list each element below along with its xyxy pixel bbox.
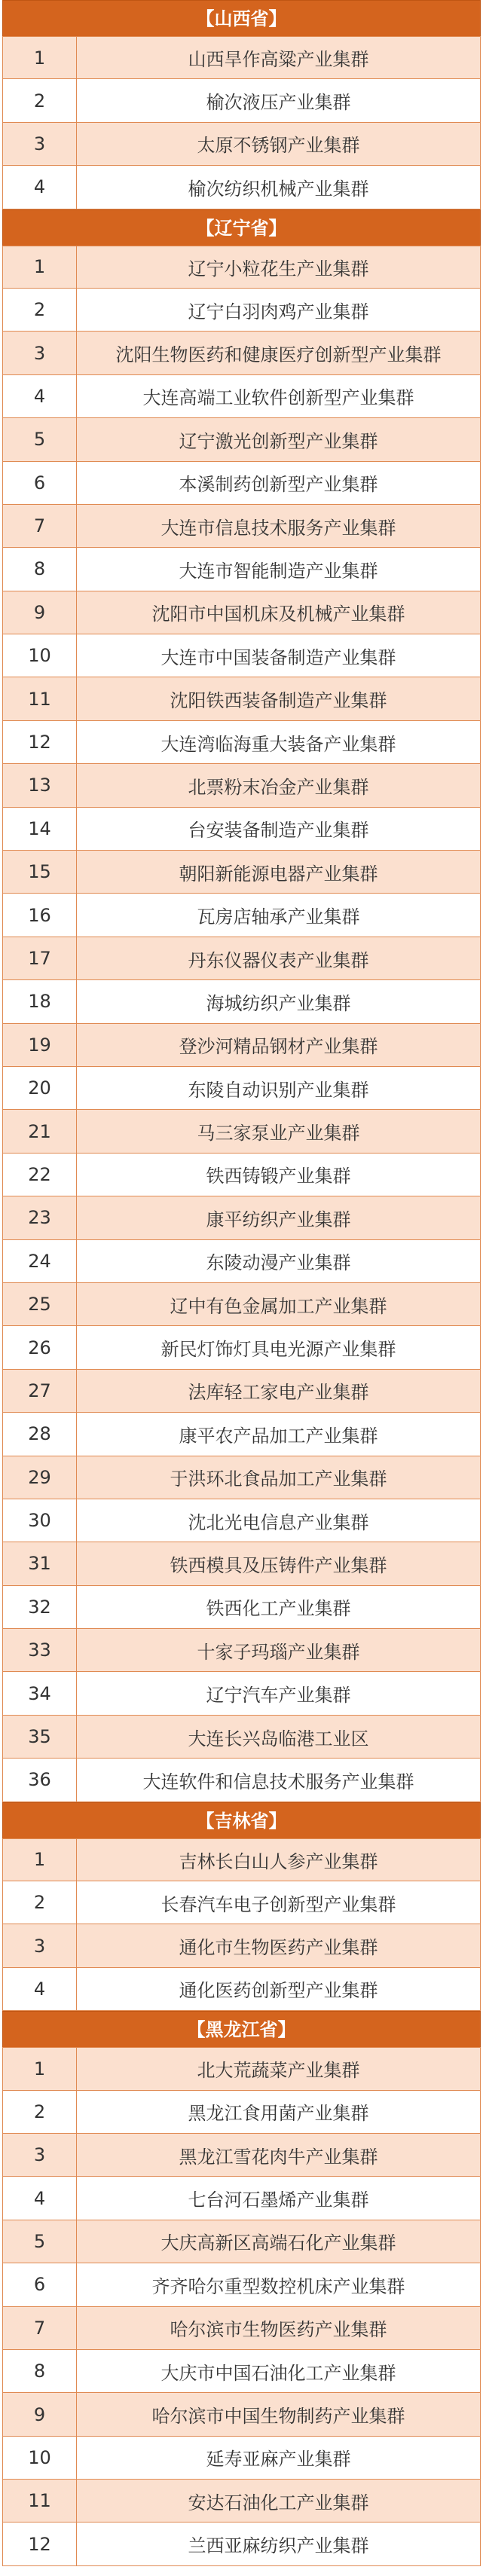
- table-row: [2, 1110, 481, 1153]
- table-row: [2, 1629, 481, 1672]
- table-row: [2, 2523, 481, 2565]
- cluster-name: 马三家泵业产业集群: [197, 1123, 360, 1144]
- row-number: 1: [3, 246, 77, 288]
- row-number: 11: [3, 677, 77, 720]
- cluster-name: 吉林长白山人参产业集群: [179, 1850, 378, 1872]
- cluster-name: 榆次液压产业集群: [206, 92, 351, 114]
- cluster-name: 大连长兴岛临港工业区: [188, 1728, 369, 1749]
- row-number: 24: [3, 1240, 77, 1282]
- cluster-name: 大连市信息技术服务产业集群: [160, 517, 396, 539]
- row-number: 15: [3, 851, 77, 893]
- cluster-name: 山西旱作高粱产业集群: [188, 49, 369, 71]
- table-row: [2, 2393, 481, 2436]
- table-row: [2, 677, 481, 720]
- cluster-name: 太原不锈钢产业集群: [197, 135, 360, 157]
- cluster-name: 铁西铸锻产业集群: [206, 1166, 351, 1187]
- table-row: [2, 36, 481, 79]
- cluster-name: 大庆市中国石油化工产业集群: [160, 2362, 396, 2384]
- section-header: 【吉林省】: [2, 1802, 481, 1838]
- cluster-name: 大连市智能制造产业集群: [179, 560, 378, 582]
- cluster-name: 辽宁小粒花生产业集群: [188, 258, 369, 280]
- row-number: 4: [3, 166, 77, 208]
- section-heilongjiang: [2, 2011, 481, 2566]
- row-number: 22: [3, 1154, 77, 1196]
- row-number: 3: [3, 123, 77, 165]
- row-number: 8: [3, 548, 77, 590]
- row-number: 1: [3, 37, 77, 78]
- row-number: 26: [3, 1326, 77, 1368]
- row-number: 27: [3, 1370, 77, 1412]
- table-row: [2, 1542, 481, 1585]
- table-row: [2, 1968, 481, 2011]
- row-number: 3: [3, 1924, 77, 1966]
- row-number: 9: [3, 2393, 77, 2435]
- row-number: 7: [3, 505, 77, 547]
- cluster-name: 延寿亚麻产业集群: [206, 2449, 351, 2471]
- row-number: 2: [3, 1881, 77, 1924]
- table-row: [2, 1283, 481, 1326]
- cluster-name: 大连软件和信息技术服务产业集群: [142, 1771, 414, 1792]
- row-number: 14: [3, 808, 77, 850]
- table-row: [2, 1586, 481, 1629]
- cluster-name: 东陵动漫产业集群: [206, 1252, 351, 1274]
- row-number: 2: [3, 289, 77, 331]
- row-number: 3: [3, 2134, 77, 2176]
- cluster-name: 沈北光电信息产业集群: [188, 1511, 369, 1533]
- table-row: [2, 1716, 481, 1759]
- table-row: [2, 851, 481, 894]
- table-row: [2, 1456, 481, 1499]
- cluster-name: 通化医药创新型产业集群: [179, 1980, 378, 2002]
- cluster-name: 辽中有色金属加工产业集群: [170, 1295, 387, 1317]
- row-number: 32: [3, 1586, 77, 1628]
- table-row: [2, 418, 481, 461]
- cluster-name: 黑龙江雪花肉牛产业集群: [179, 2146, 378, 2168]
- cluster-name: 哈尔滨市生物医药产业集群: [170, 2319, 387, 2341]
- row-number: 4: [3, 375, 77, 417]
- cluster-name: 长春汽车电子创新型产业集群: [160, 1893, 396, 1915]
- cluster-name: 七台河石墨烯产业集群: [188, 2189, 369, 2211]
- table-row: [2, 2220, 481, 2263]
- section-rows: [2, 1838, 481, 2012]
- cluster-name: 本溪制药创新型产业集群: [179, 474, 378, 496]
- cluster-name: 丹东仪器仪表产业集群: [188, 949, 369, 971]
- cluster-name: 辽宁汽车产业集群: [206, 1685, 351, 1707]
- table-row: [2, 1413, 481, 1456]
- cluster-name: 沈阳铁西装备制造产业集群: [170, 690, 387, 712]
- row-number: 2: [3, 79, 77, 121]
- table-row: [2, 2177, 481, 2220]
- section-header: 【山西省】: [2, 0, 481, 36]
- row-number: 21: [3, 1110, 77, 1152]
- table-row: [2, 1924, 481, 1967]
- row-number: 4: [3, 1968, 77, 2010]
- table-row: [2, 548, 481, 591]
- row-number: 5: [3, 2220, 77, 2263]
- row-number: 11: [3, 2480, 77, 2522]
- row-number: 30: [3, 1499, 77, 1542]
- cluster-name: 海城纺织产业集群: [206, 992, 351, 1014]
- cluster-name: 哈尔滨市中国生物制药产业集群: [151, 2406, 405, 2427]
- cluster-name: 铁西化工产业集群: [206, 1598, 351, 1620]
- table-row: [2, 123, 481, 166]
- cluster-name: 辽宁白羽肉鸡产业集群: [188, 301, 369, 322]
- table-row: [2, 505, 481, 548]
- cluster-name: 台安装备制造产业集群: [188, 820, 369, 842]
- table-row: [2, 2134, 481, 2177]
- row-number: 19: [3, 1024, 77, 1066]
- table-row: [2, 1499, 481, 1542]
- row-number: 20: [3, 1067, 77, 1109]
- section-rows: [2, 2047, 481, 2566]
- cluster-name: 大连湾临海重大装备产业集群: [160, 733, 396, 755]
- cluster-name: 康平纺织产业集群: [206, 1209, 351, 1230]
- cluster-name: 齐齐哈尔重型数控机床产业集群: [151, 2275, 405, 2297]
- table-row: [2, 289, 481, 332]
- cluster-name: 登沙河精品钢材产业集群: [179, 1036, 378, 1058]
- cluster-name: 法库轻工家电产业集群: [188, 1382, 369, 1404]
- table-row: [2, 1067, 481, 1110]
- row-number: 31: [3, 1542, 77, 1584]
- row-number: 25: [3, 1283, 77, 1325]
- cluster-name: 安达石油化工产业集群: [188, 2492, 369, 2513]
- section-jilin: [2, 1802, 481, 2012]
- table-row: [2, 894, 481, 937]
- table-row: [2, 937, 481, 980]
- row-number: 12: [3, 2523, 77, 2565]
- row-number: 10: [3, 2437, 77, 2479]
- row-number: 12: [3, 721, 77, 763]
- cluster-name: 北大荒蔬菜产业集群: [197, 2060, 360, 2082]
- cluster-name: 大连高端工业软件创新型产业集群: [142, 387, 414, 409]
- row-number: 6: [3, 462, 77, 504]
- row-number: 9: [3, 591, 77, 634]
- table-row: [2, 166, 481, 209]
- table-row: [2, 634, 481, 677]
- row-number: 10: [3, 634, 77, 677]
- table-row: [2, 1154, 481, 1196]
- table-row: [2, 2480, 481, 2523]
- row-number: 18: [3, 980, 77, 1022]
- table-row: [2, 79, 481, 122]
- row-number: 3: [3, 332, 77, 374]
- table-row: [2, 2307, 481, 2350]
- cluster-name: 大连市中国装备制造产业集群: [160, 646, 396, 668]
- table-row: [2, 1881, 481, 1924]
- row-number: 4: [3, 2177, 77, 2219]
- table-row: [2, 1024, 481, 1067]
- cluster-name: 沈阳生物医药和健康医疗创新型产业集群: [115, 344, 442, 366]
- cluster-name: 沈阳市中国机床及机械产业集群: [151, 604, 405, 625]
- row-number: 5: [3, 418, 77, 460]
- cluster-name: 辽宁激光创新型产业集群: [179, 430, 378, 452]
- table-row: [2, 1838, 481, 1881]
- row-number: 1: [3, 2048, 77, 2089]
- table-row: [2, 1672, 481, 1715]
- section-shanxi: [2, 0, 481, 209]
- table-row: [2, 721, 481, 764]
- table-row: [2, 246, 481, 289]
- row-number: 28: [3, 1413, 77, 1455]
- row-number: 7: [3, 2307, 77, 2349]
- table-row: [2, 2263, 481, 2306]
- row-number: 23: [3, 1196, 77, 1239]
- table-row: [2, 980, 481, 1023]
- row-number: 35: [3, 1716, 77, 1758]
- row-number: 16: [3, 894, 77, 936]
- cluster-name: 康平农产品加工产业集群: [179, 1425, 378, 1447]
- row-number: 33: [3, 1629, 77, 1671]
- table-row: [2, 1370, 481, 1413]
- cluster-name: 于洪环北食品加工产业集群: [170, 1468, 387, 1490]
- section-header: 【黑龙江省】: [2, 2011, 481, 2047]
- table-row: [2, 462, 481, 505]
- cluster-name: 黑龙江食用菌产业集群: [188, 2103, 369, 2125]
- table-row: [2, 2047, 481, 2090]
- cluster-name: 十家子玛瑙产业集群: [197, 1641, 360, 1663]
- table-row: [2, 764, 481, 807]
- cluster-name: 新民灯饰灯具电光源产业集群: [160, 1339, 396, 1361]
- section-liaoning: [2, 209, 481, 1802]
- row-number: 1: [3, 1839, 77, 1881]
- row-number: 17: [3, 937, 77, 979]
- table-row: [2, 1759, 481, 1801]
- section-header: 【辽宁省】: [2, 209, 481, 246]
- table-row: [2, 2437, 481, 2480]
- cluster-name: 北票粉末冶金产业集群: [188, 776, 369, 798]
- table-row: [2, 1326, 481, 1369]
- table-row: [2, 375, 481, 418]
- cluster-name: 东陵自动识别产业集群: [188, 1079, 369, 1101]
- cluster-name: 瓦房店轴承产业集群: [197, 906, 360, 928]
- cluster-name: 铁西模具及压铸件产业集群: [170, 1554, 387, 1576]
- cluster-name: 朝阳新能源电器产业集群: [179, 863, 378, 885]
- cluster-name: 榆次纺织机械产业集群: [188, 178, 369, 200]
- table-row: [2, 2350, 481, 2393]
- table-row: [2, 2091, 481, 2134]
- table-row: [2, 1196, 481, 1239]
- row-number: 34: [3, 1672, 77, 1714]
- row-number: 29: [3, 1456, 77, 1499]
- section-rows: [2, 36, 481, 209]
- table-row: [2, 591, 481, 634]
- row-number: 36: [3, 1759, 77, 1801]
- row-number: 6: [3, 2263, 77, 2306]
- cluster-name: 大庆高新区高端石化产业集群: [160, 2232, 396, 2254]
- table-row: [2, 1240, 481, 1283]
- row-number: 13: [3, 764, 77, 806]
- table-row: [2, 808, 481, 851]
- row-number: 2: [3, 2091, 77, 2133]
- cluster-name: 通化市生物医药产业集群: [179, 1937, 378, 1959]
- row-number: 8: [3, 2350, 77, 2392]
- table-row: [2, 332, 481, 374]
- cluster-name: 兰西亚麻纺织产业集群: [188, 2535, 369, 2557]
- section-rows: [2, 246, 481, 1802]
